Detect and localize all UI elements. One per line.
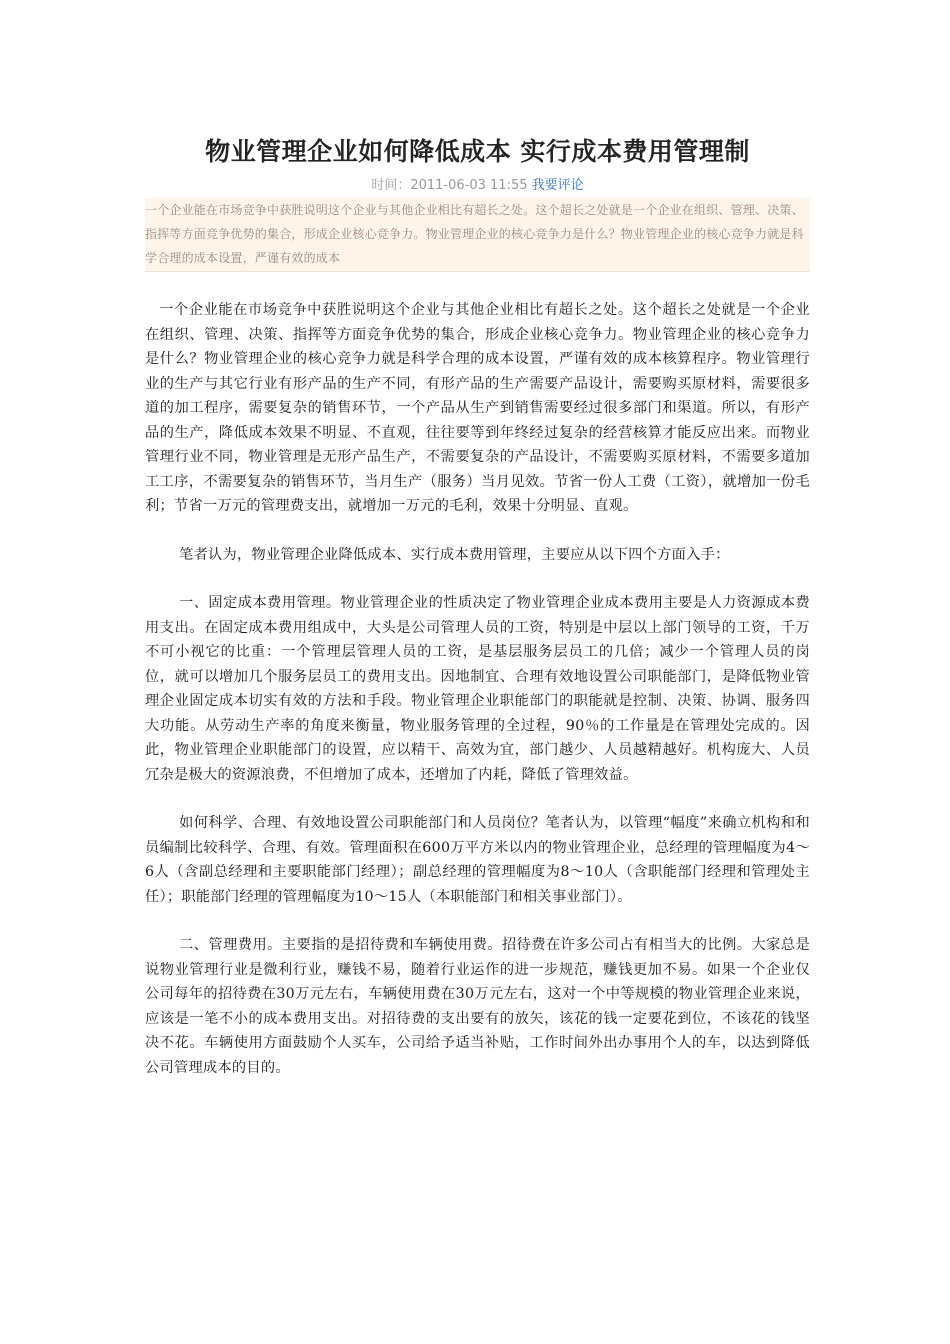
paragraph-approach: 笔者认为，物业管理企业降低成本、实行成本费用管理，主要应从以下四个方面入手： <box>179 546 730 563</box>
article-title: 物业管理企业如何降低成本 实行成本费用管理制 <box>205 137 750 166</box>
article-summary: 一个企业能在市场竞争中获胜说明这个企业与其他企业相比有超长之处。这个超长之处就是一个企业在组织、管理、决策、指挥等方面竞争优势的集合，形成企业核心竞争力。物业管理企业的核心竞争力是什么？物业管理企业的核心竞争力就是科学合理的成本设置，严谨有效的成本 <box>145 198 810 272</box>
comment-link[interactable]: 我要评论 <box>531 178 584 193</box>
article-meta <box>145 176 810 196</box>
time-label: 时间： <box>371 178 411 193</box>
article-body <box>145 298 810 1080</box>
publish-time: 2011-06-03 11:55 <box>410 178 528 193</box>
paragraph-fixed-cost: 一、固定成本费用管理。物业管理企业的性质决定了物业管理企业成本费用主要是人力资源成本费用支出。在固定成本费用组成中，大头是公司管理人员的工资，特别是中层以上部门领导的工资，千万不可小视它的比重：一个管理层管理人员的工资，是基层服务层员工的几倍；减少一个管理人员的岗位，就可以增加几个服务层员工的费用支出。因地制宜、合理有效地设置公司职能部门，是降低物业管理企业固定成本切实有效的方法和手段。物业管理企业职能部门的职能就是控制、决策、协调、服务四大功能。从劳动生产率的角度来衡量，物业服务管理的全过程，90％的工作量是在管理处完成的。因此，物业管理企业职能部门的设置，应以精干、高效为宜，部门越少、人员越精越好。机构庞大、人员冗杂是极大的资源浪费，不但增加了成本，还增加了内耗，降低了管理效益。 <box>145 595 810 783</box>
paragraph-management-span: 如何科学、合理、有效地设置公司职能部门和人员岗位？笔者认为，以管理“幅度”来确立机构和和员编制比较科学、合理、有效。管理面积在600万平方米以内的物业管理企业，总经理的管理幅度为4～6人（含副总经理和主要职能部门经理）；副总经理的管理幅度为8～10人（含职能部门经理和管理处主任）；职能部门经理的管理幅度为10～15人（本职能部门和相关事业部门）。 <box>145 815 810 905</box>
article-page <box>145 134 810 1104</box>
paragraph-intro: 一个企业能在市场竞争中获胜说明这个企业与其他企业相比有超长之处。这个超长之处就是一个企业在组织、管理、决策、指挥等方面竞争优势的集合，形成企业核心竞争力。物业管理企业的核心竞争力是什么？物业管理企业的核心竞争力就是科学合理的成本设置，严谨有效的成本核算程序。物业管理行业的生产与其它行业有形产品的生产不同，有形产品的生产需要产品设计，需要购买原材料，需要很多道的加工程序，需要复杂的销售环节，一个产品从生产到销售需要经过很多部门和渠道。所以，有形产品的生产，降低成本效果不明显、不直观，往往要等到年终经过复杂的经营核算才能反应出来。而物业管理行业不同，物业管理是无形产品生产，不需要复杂的产品设计，不需要购买原材料，不需要多道加工工序，不需要复杂的销售环节，当月生产（服务）当月见效。节省一份人工费（工资），就增加一份毛利；节省一万元的管理费支出，就增加一万元的毛利，效果十分明显、直观。 <box>145 302 810 514</box>
paragraph-management-fees: 二、管理费用。主要指的是招待费和车辆使用费。招待费在许多公司占有相当大的比例。大家总是说物业管理行业是微利行业，赚钱不易，随着行业运作的进一步规范，赚钱更加不易。如果一个企业仅公司每年的招待费在30万元左右，车辆使用费在30万元左右，这对一个中等规模的物业管理企业来说，应该是一笔不小的成本费用支出。对招待费的支出要有的放矢，该花的钱一定要花到位，不该花的钱坚决不花。车辆使用方面鼓励个人买车，公司给予适当补贴，工作时间外出办事用个人的车，以达到降低公司管理成本的目的。 <box>145 937 810 1076</box>
